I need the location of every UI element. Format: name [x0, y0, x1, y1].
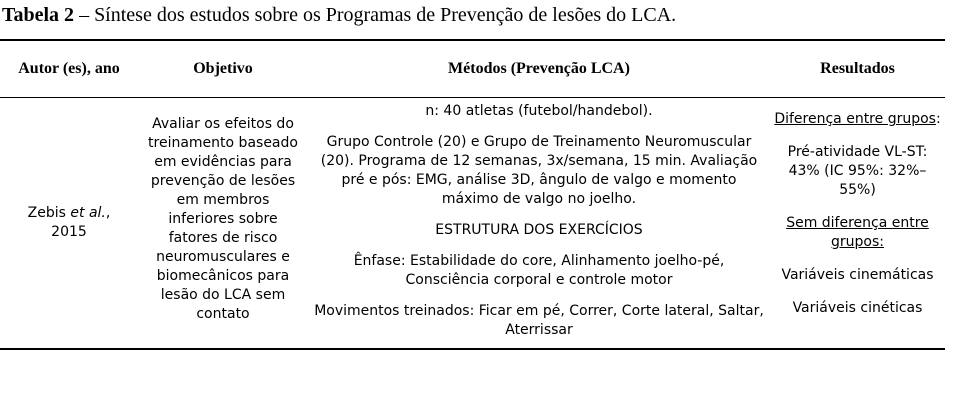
results-diff-title: Diferença entre grupos [774, 111, 936, 127]
results-item-kinematic: Variáveis cinemáticas [781, 267, 934, 283]
author-name: Zebis [27, 205, 71, 221]
table-caption [2, 4, 676, 27]
table-row [0, 98, 945, 350]
author-sep: , [105, 205, 111, 221]
results-nodiff-title: Sem diferença entre grupos: [786, 215, 929, 250]
header-methods: Métodos (Prevenção LCA) [308, 40, 770, 98]
header-author: Autor (es), ano [0, 40, 138, 98]
methods-emphasis: Ênfase: Estabilidade do core, Alinhamento joelho-pé, Consciência corporal e controle motor [353, 253, 725, 288]
methods-sample: n: 40 atletas (futebol/handebol). [425, 103, 653, 119]
results-diff-colon: : [935, 111, 941, 127]
author-cell [0, 98, 138, 350]
author-year: 2015 [51, 224, 87, 240]
results-diff-value: Pré-atividade VL-ST: 43% (IC 95%: 32%–55%) [787, 144, 928, 198]
header-results: Resultados [770, 40, 945, 98]
results-cell [770, 98, 945, 350]
methods-cell [308, 98, 770, 350]
methods-movements: Movimentos treinados: Ficar em pé, Correr, Corte lateral, Saltar, Aterrissar [314, 303, 764, 338]
objective-cell: Avaliar os efeitos do treinamento baseado em evidências para prevenção de lesões em membros inferiores sobre fatores de risco neuromusculares e biomecânicos para lesão do LCA sem contato [138, 98, 308, 350]
results-diff-heading [774, 110, 941, 129]
methods-structure-title: ESTRUTURA DOS EXERCÍCIOS [435, 222, 643, 238]
caption-text: – Síntese dos estudos sobre os Programas de Prevenção de lesões do LCA. [74, 4, 677, 26]
header-row [0, 40, 945, 98]
author-etal: et al. [70, 205, 106, 221]
studies-table [0, 39, 945, 350]
caption-label: Tabela 2 [2, 4, 75, 26]
methods-design: Grupo Controle (20) e Grupo de Treinamento Neuromuscular (20). Programa de 12 semanas, 3x/semana, 15 min. Avaliação pré e pós: EMG, análise 3D, ângulo de valgo e momento máximo de valgo no joelho. [320, 134, 758, 207]
results-item-kinetic: Variáveis cinéticas [792, 300, 923, 316]
header-objective: Objetivo [138, 40, 308, 98]
